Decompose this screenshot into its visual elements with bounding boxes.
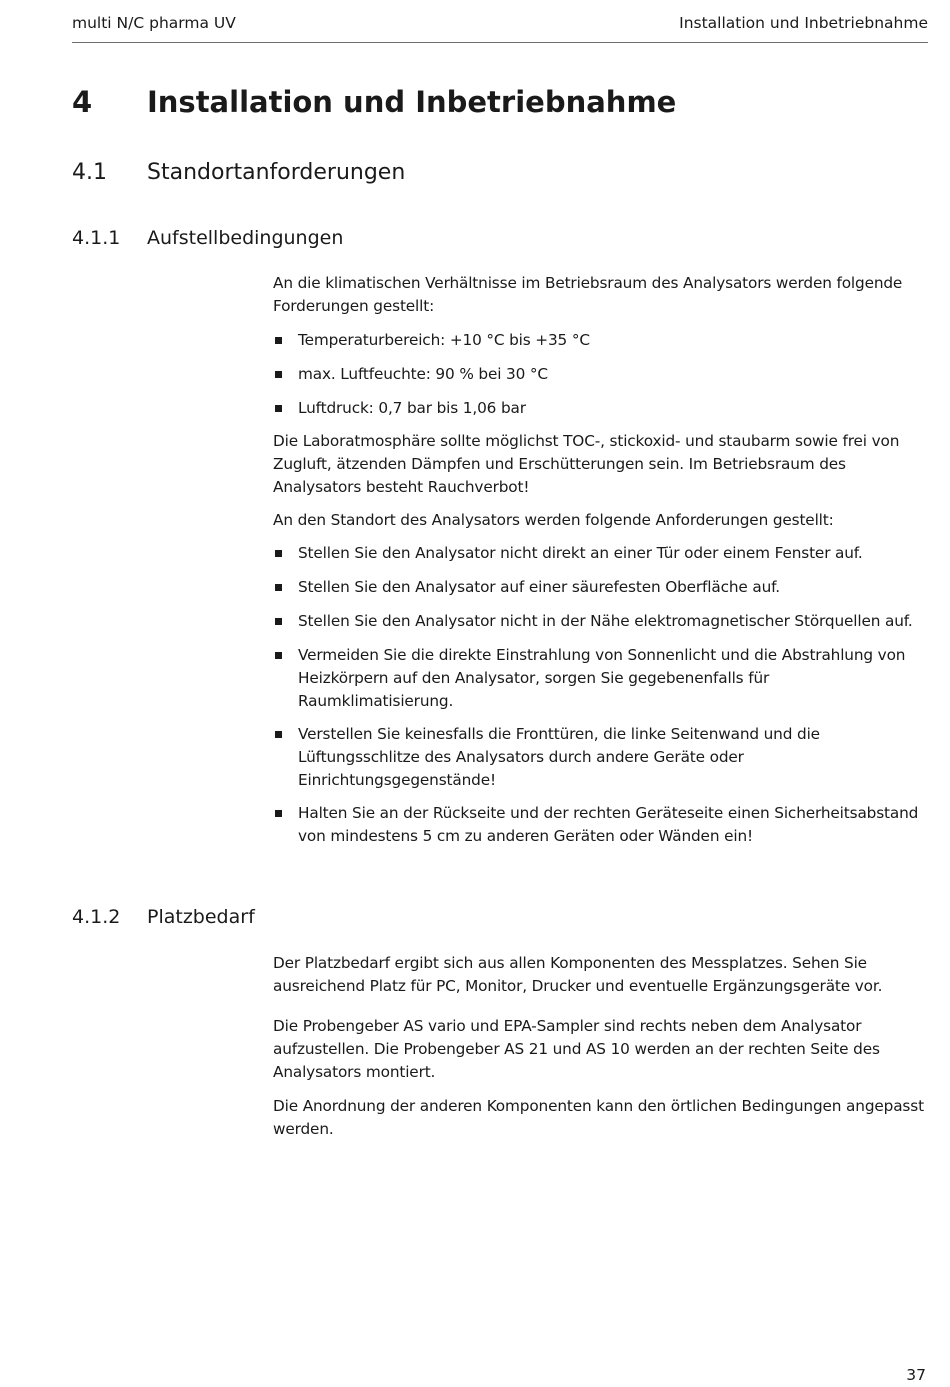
page-header — [72, 12, 928, 43]
list-item-text: Verstellen Sie keinesfalls die Fronttüren, die linke Seitenwand und die Lüftungsschlitze des Analysators durch andere Geräte oder Einrichtungsgegenstände! — [298, 725, 820, 789]
platzbedarf-body — [273, 952, 928, 1141]
atmosphere-paragraph: Die Laboratmosphäre sollte möglichst TOC-, stickoxid- und staubarm sowie frei von Zugluft, ätzenden Dämpfen und Erschütterungen sein. Im Betriebsraum des Analysators besteht Rauchverbot! — [273, 432, 900, 496]
bullet-square-icon — [275, 550, 282, 557]
list-item — [273, 576, 928, 599]
list-item — [273, 397, 928, 420]
aufstellbedingungen-body — [273, 272, 928, 848]
bullet-square-icon — [275, 810, 282, 817]
bullet-square-icon — [275, 337, 282, 344]
list-item — [273, 329, 928, 352]
chapter-number: 4 — [72, 85, 93, 119]
list-item-text: Vermeiden Sie die direkte Einstrahlung von Sonnenlicht und die Abstrahlung von Heizkörpern auf den Analysator, sorgen Sie gegebenenfalls für Raumklimatisierung. — [298, 646, 906, 710]
list-item — [273, 363, 928, 386]
list-item-text: Stellen Sie den Analysator nicht direkt an einer Tür oder einem Fenster auf. — [298, 544, 863, 562]
bullet-square-icon — [275, 405, 282, 412]
list-item-text: Stellen Sie den Analysator auf einer säurefesten Oberfläche auf. — [298, 578, 780, 596]
header-product: multi N/C pharma UV — [72, 14, 236, 32]
site-intro: An den Standort des Analysators werden folgende Anforderungen gestellt: — [273, 511, 834, 529]
list-item — [273, 723, 928, 792]
list-item — [273, 644, 928, 713]
subsection-number: 4.1.1 — [72, 227, 121, 249]
platzbedarf-paragraph-1: Der Platzbedarf ergibt sich aus allen Komponenten des Messplatzes. Sehen Sie ausreichend Platz für PC, Monitor, Drucker und eventuelle Ergänzungsgeräte vor. — [273, 954, 883, 995]
header-chapter: Installation und Inbetriebnahme — [679, 14, 928, 32]
subsection-number: 4.1.2 — [72, 906, 121, 928]
list-item-text: Temperaturbereich: +10 °C bis +35 °C — [298, 331, 590, 349]
section-title: Standortanforderungen — [147, 160, 406, 185]
list-item-text: max. Luftfeuchte: 90 % bei 30 °C — [298, 365, 548, 383]
list-item — [273, 542, 928, 565]
list-item-text: Stellen Sie den Analysator nicht in der Nähe elektromagnetischer Störquellen auf. — [298, 612, 913, 630]
page-number: 37 — [906, 1366, 926, 1384]
subsection-title: Aufstellbedingungen — [147, 227, 344, 249]
platzbedarf-paragraph-3: Die Anordnung der anderen Komponenten kann den örtlichen Bedingungen angepasst werden. — [273, 1097, 924, 1138]
climate-intro: An die klimatischen Verhältnisse im Betriebsraum des Analysators werden folgende Forderungen gestellt: — [273, 274, 903, 315]
bullet-square-icon — [275, 731, 282, 738]
site-requirements-list — [273, 542, 928, 848]
list-item-text: Luftdruck: 0,7 bar bis 1,06 bar — [298, 399, 526, 417]
climate-list — [273, 329, 928, 420]
chapter-title: Installation und Inbetriebnahme — [147, 85, 677, 119]
subsection-title: Platzbedarf — [147, 906, 255, 928]
list-item-text: Halten Sie an der Rückseite und der rechten Geräteseite einen Sicherheitsabstand von mindestens 5 cm zu anderen Geräten oder Wänden ein! — [298, 804, 919, 845]
list-item — [273, 802, 928, 848]
bullet-square-icon — [275, 371, 282, 378]
platzbedarf-paragraph-2: Die Probengeber AS vario und EPA-Sampler sind rechts neben dem Analysator aufzustellen. Die Probengeber AS 21 und AS 10 werden an der rechten Seite des Analysators montiert. — [273, 1017, 880, 1081]
bullet-square-icon — [275, 618, 282, 625]
bullet-square-icon — [275, 584, 282, 591]
section-number: 4.1 — [72, 160, 107, 185]
list-item — [273, 610, 928, 633]
bullet-square-icon — [275, 652, 282, 659]
